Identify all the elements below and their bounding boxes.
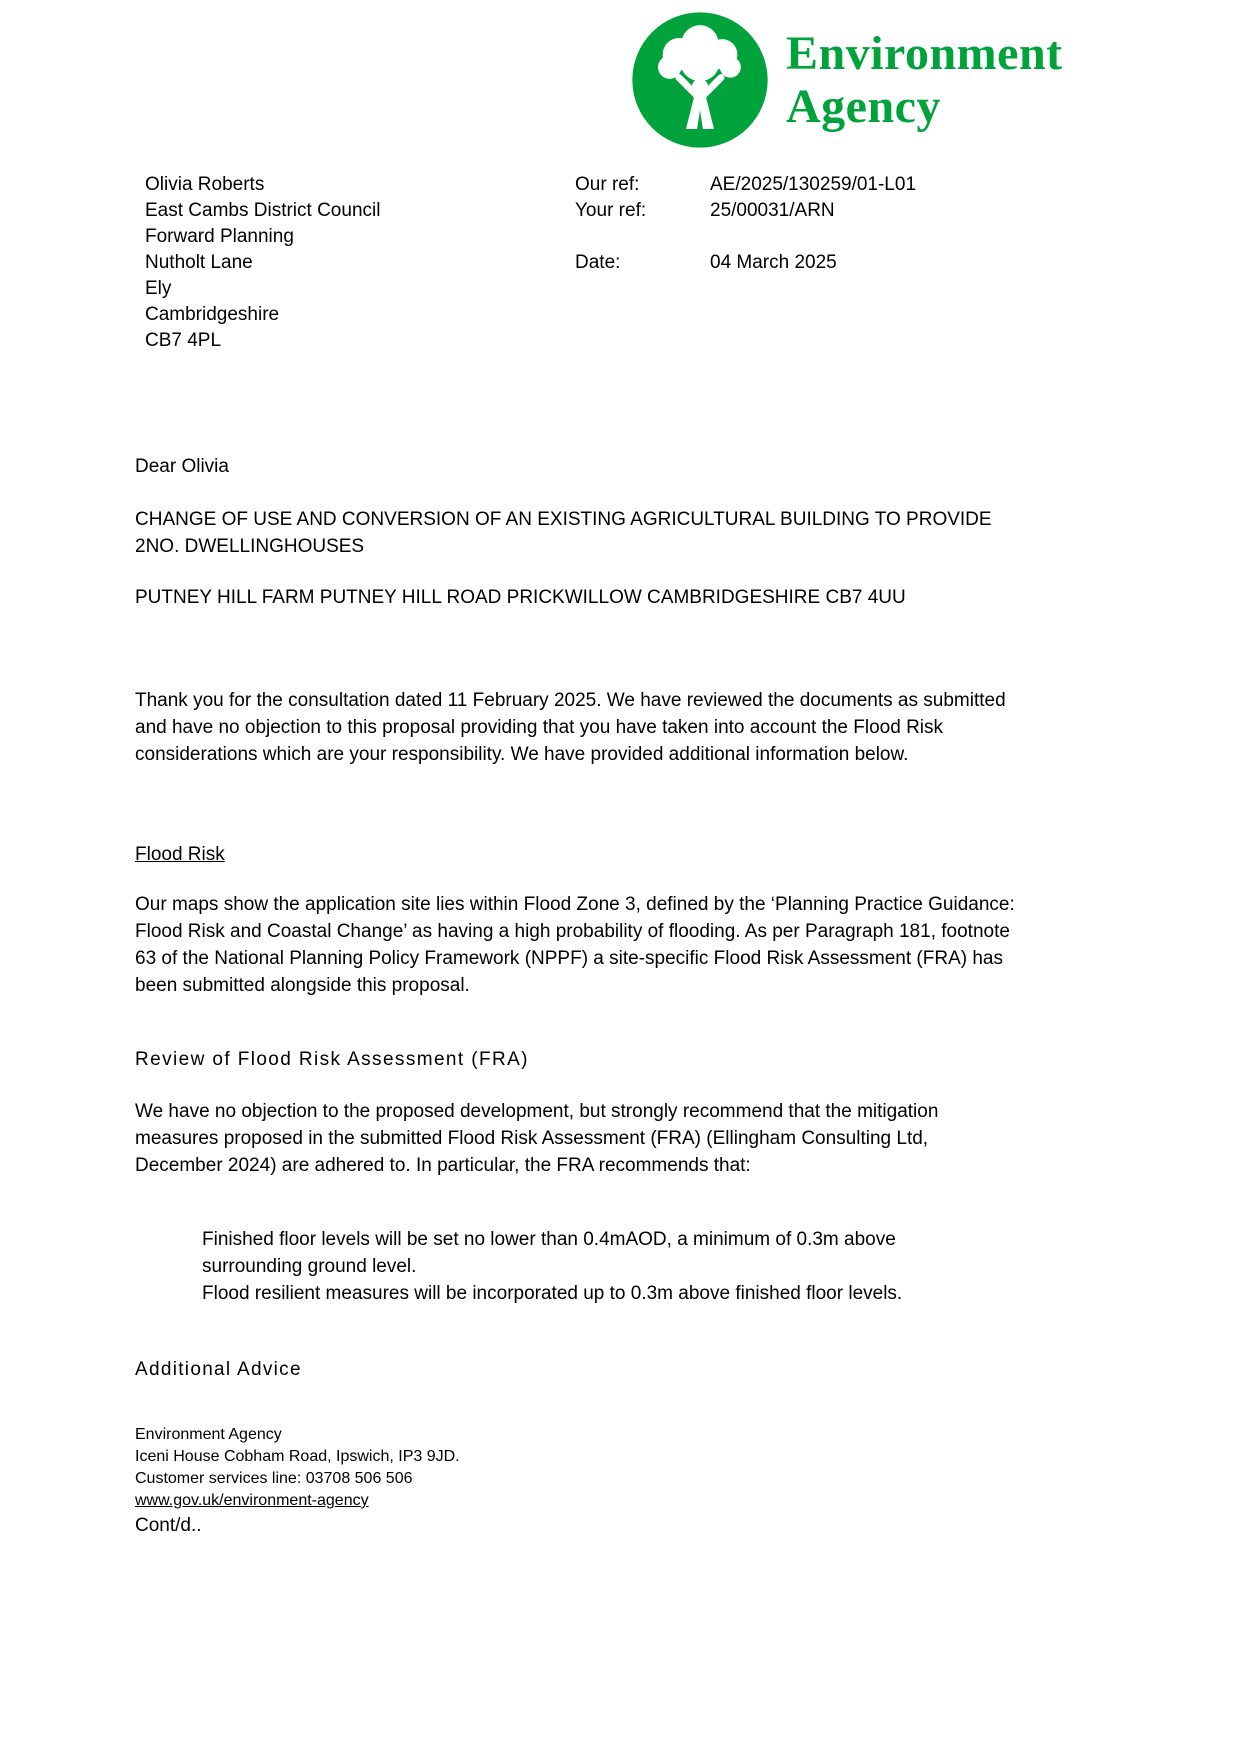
ea-logotype-line1: Environment [786, 27, 1063, 80]
our-ref-value: AE/2025/130259/01-L01 [710, 174, 917, 195]
footer-address: Iceni House Cobham Road, Ipswich, IP3 9JD. [135, 1448, 460, 1465]
recipient-name: Olivia Roberts [145, 174, 265, 195]
footer-website-link[interactable]: www.gov.uk/environment-agency [135, 1492, 369, 1509]
subject-line-development: CHANGE OF USE AND CONVERSION OF AN EXISTING AGRICULTURAL BUILDING TO PROVIDE 2NO. DWELLINGHOUSES [135, 509, 992, 557]
your-ref-label: Your ref: [575, 200, 647, 221]
recipient-postcode: CB7 4PL [145, 330, 222, 351]
letter-footer [135, 1424, 460, 1537]
fra-item-floor-levels: Finished floor levels will be set no lower than 0.4mAOD, a minimum of 0.3m above surrounding ground level. [202, 1229, 896, 1277]
footer-phone: Customer services line: 03708 506 506 [135, 1470, 413, 1487]
intro-paragraph: Thank you for the consultation dated 11 February 2025. We have reviewed the documents as submitted and have no objection to this proposal providing that you have taken into account the Flood Risk considerations which are your responsibility. We have provided additional information below. [135, 690, 1006, 765]
recipient-street: Nutholt Lane [145, 252, 253, 273]
recipient-county: Cambridgeshire [145, 304, 280, 325]
reference-block [575, 172, 916, 276]
fra-review-subheading: Review of Flood Risk Assessment (FRA) [135, 1049, 529, 1070]
your-ref-value: 25/00031/ARN [710, 200, 835, 221]
fra-recommendation-list [202, 1226, 964, 1307]
your-ref-row [575, 198, 916, 224]
environment-agency-logo [630, 10, 1063, 150]
fra-item-resilient-measures: Flood resilient measures will be incorporated up to 0.3m above finished floor levels. [202, 1283, 903, 1304]
date-label: Date: [575, 252, 621, 273]
date-row [575, 250, 916, 276]
flood-risk-paragraph: Our maps show the application site lies within Flood Zone 3, defined by the ‘Planning Practice Guidance: Flood Risk and Coastal Change’ as having a high probability of flooding. As per Paragraph 181, footnote 63 of the National Planning Policy Framework (NPPF) a site-specific Flood Risk Assessment (FRA) has been submitted alongside this proposal. [135, 894, 1015, 996]
additional-advice-heading: Additional Advice [135, 1359, 302, 1380]
salutation: Dear Olivia [135, 456, 229, 477]
recipient-town: Ely [145, 278, 172, 299]
our-ref-label: Our ref: [575, 174, 640, 195]
ea-logotype [786, 27, 1063, 133]
subject-line-site-address: PUTNEY HILL FARM PUTNEY HILL ROAD PRICKWILLOW CAMBRIDGESHIRE CB7 4UU [135, 587, 906, 608]
continued-marker: Cont/d.. [135, 1515, 202, 1536]
fra-recommendation-paragraph: We have no objection to the proposed development, but strongly recommend that the mitigation measures proposed in the submitted Flood Risk Assessment (FRA) (Ellingham Consulting Ltd, December 2024) are adhered to. In particular, the FRA recommends that: [135, 1101, 939, 1176]
footer-org: Environment Agency [135, 1426, 282, 1443]
ea-logotype-line2: Agency [786, 80, 941, 133]
recipient-address [145, 172, 380, 354]
our-ref-row [575, 172, 916, 198]
flood-risk-heading: Flood Risk [135, 844, 225, 865]
recipient-org: East Cambs District Council [145, 200, 381, 221]
recipient-dept: Forward Planning [145, 226, 294, 247]
ea-tree-roundel-icon [630, 10, 770, 150]
date-value: 04 March 2025 [710, 252, 837, 273]
